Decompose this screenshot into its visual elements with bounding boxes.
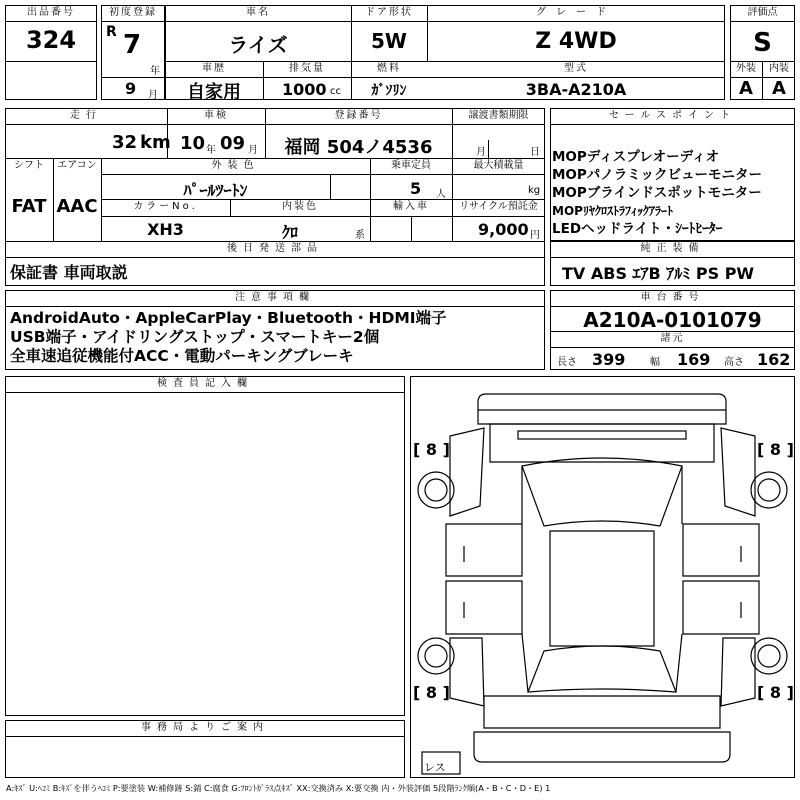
inspection-month: 09 <box>220 133 246 154</box>
shift: FAT <box>11 196 47 217</box>
chassis-label: 車台番号 <box>640 292 705 303</box>
tire-depth-front-right: [ 8 ] <box>757 440 794 459</box>
displacement: 1000 <box>282 80 327 99</box>
capacity-label: 乗車定員 <box>391 160 431 171</box>
width-label: 幅 <box>650 357 660 368</box>
length: 399 <box>592 350 626 369</box>
equipment-value: TV ABS ｴｱB ｱﾙﾐ PS PW <box>562 264 755 283</box>
int-color-label: 内装色 <box>282 201 318 212</box>
notes-list <box>10 309 447 366</box>
notes-label: 注意事項欄 <box>235 292 315 303</box>
chassis-number: A210A-0101079 <box>583 308 762 332</box>
tire-depth-front-left: [ 8 ] <box>413 440 450 459</box>
car-diagram <box>410 376 795 778</box>
sales-item: LEDヘッドライト・ｼｰﾄﾋｰﾀｰ <box>552 221 723 237</box>
capacity-unit: 人 <box>436 189 446 200</box>
color-number: XH3 <box>147 220 184 239</box>
note-line: AndroidAuto・AppleCarPlay・Bluetooth・HDMI端子 <box>10 309 447 327</box>
mileage-unit: km <box>140 132 171 153</box>
interior-color: ｸﾛ <box>281 223 298 242</box>
equipment-label: 純正装備 <box>640 243 705 254</box>
displacement-label: 排気量 <box>289 63 325 74</box>
tire-depth-rear-right: [ 8 ] <box>757 683 794 702</box>
door-type: 5W <box>371 29 407 53</box>
recycle-unit: 円 <box>530 230 540 241</box>
mileage-label: 走行 <box>70 110 102 121</box>
sales-item: MOPﾘﾔｸﾛｽﾄﾗﾌｨｯｸｱﾗｰﾄ <box>552 204 673 218</box>
inspector-box <box>5 376 405 716</box>
year-unit: 年 <box>150 66 160 77</box>
history: 自家用 <box>187 82 241 103</box>
interior-score: A <box>772 78 786 99</box>
color: ﾊﾟｰﾙﾂｰﾄﾝ <box>183 181 248 200</box>
tire-fl-value: 8 <box>425 440 438 459</box>
color-no-label: カラーNo. <box>133 201 198 212</box>
legend: A:ｷｽﾞ U:ﾍｺﾐ B:ｷｽﾞを伴うﾍｺﾐ P:要塗装 W:補修跡 S:錆 C:腐食 G:ﾌﾛﾝﾄｶﾞﾗｽ点ｷｽﾞ XX:交換済み X:要交換 内・外装評価 5段階ﾗﾝｸ順(A・B・C・D・E) 1 <box>6 783 551 793</box>
transfer-month-unit: 月 <box>476 147 486 158</box>
length-label: 長さ <box>557 357 577 368</box>
tire-rr-value: 8 <box>769 683 782 702</box>
note-line: 全車速追従機能付ACC・電動パーキングブレーキ <box>10 347 354 365</box>
first-reg-year: 7 <box>123 30 142 60</box>
model-code: 3BA-A210A <box>525 80 627 99</box>
inspector-label: 検査員記入欄 <box>157 378 253 389</box>
car-name-label: 車名 <box>246 7 270 18</box>
tire-fr-value: 8 <box>769 440 782 459</box>
tire-rl-value: 8 <box>425 683 438 702</box>
inspection-label: 車検 <box>204 110 228 121</box>
month-unit: 月 <box>148 90 158 101</box>
int-color-unit: 系 <box>355 230 365 241</box>
score: S <box>753 28 772 58</box>
sales-item: MOPパノラミックビューモニター <box>552 167 763 183</box>
sales-item: MOPディスプレオーディオ <box>552 149 720 165</box>
recycle-fee: 9,000 <box>478 220 529 239</box>
inspection-year-unit: 年 <box>206 145 216 156</box>
displacement-unit: cc <box>330 86 341 97</box>
reg-number: 福岡 504ノ4536 <box>284 137 433 158</box>
shift-label: シフト <box>14 160 44 171</box>
history-label: 車歴 <box>202 63 226 74</box>
first-reg-month: 9 <box>125 79 137 98</box>
transfer-day-unit: 日 <box>530 147 540 158</box>
parts-label: 後日発送部品 <box>227 243 323 254</box>
era: R <box>106 24 117 40</box>
sales-list <box>552 148 794 238</box>
grade-label: グレード <box>536 7 616 18</box>
sales-item: MOPブラインドスポットモニター <box>552 185 762 201</box>
exterior-label: 外装 <box>736 63 756 74</box>
office-label: 事務局よりご案内 <box>141 722 269 733</box>
recycle-label: リサイクル預託金 <box>459 201 538 212</box>
load-unit: kg <box>528 185 541 196</box>
model-label: 型式 <box>564 63 588 74</box>
lot-label: 出品番号 <box>27 7 75 18</box>
car-name: ライズ <box>228 33 288 57</box>
tire-depth-rear-left: [ 8 ] <box>413 683 450 702</box>
score-label: 評価点 <box>747 7 778 18</box>
inspection-year: 10 <box>180 133 206 154</box>
note-line: USB端子・アイドリングストップ・スマートキー2個 <box>10 328 380 346</box>
height: 162 <box>757 350 791 369</box>
width: 169 <box>677 350 711 369</box>
reg-label: 登録番号 <box>334 110 383 121</box>
color-label: 外装色 <box>211 160 260 171</box>
import-label: 輸入車 <box>393 201 429 212</box>
ac-label: エアコン <box>57 160 97 171</box>
lot-number: 324 <box>25 26 77 54</box>
sales-label: セールスポイント <box>608 110 737 121</box>
exterior-score: A <box>739 78 753 99</box>
capacity: 5 <box>410 179 422 198</box>
spare-tire-label: レス <box>424 761 446 774</box>
grade: Z 4WD <box>535 29 617 54</box>
spec-label: 諸元 <box>660 333 685 344</box>
mileage: 32 <box>111 132 137 153</box>
load-label: 最大積載量 <box>473 160 524 171</box>
ac: AAC <box>56 196 98 217</box>
height-label: 高さ <box>724 357 744 368</box>
transfer-label: 譲渡書類期限 <box>468 110 529 121</box>
fuel-label: 燃料 <box>377 63 401 74</box>
fuel: ｶﾞｿﾘﾝ <box>371 83 407 99</box>
first-reg-label: 初度登録 <box>109 7 157 18</box>
interior-label: 内装 <box>769 63 789 74</box>
inspection-month-unit: 月 <box>248 145 258 156</box>
parts-value: 保証書 車両取説 <box>10 263 128 282</box>
door-label: ドア形状 <box>365 7 413 18</box>
